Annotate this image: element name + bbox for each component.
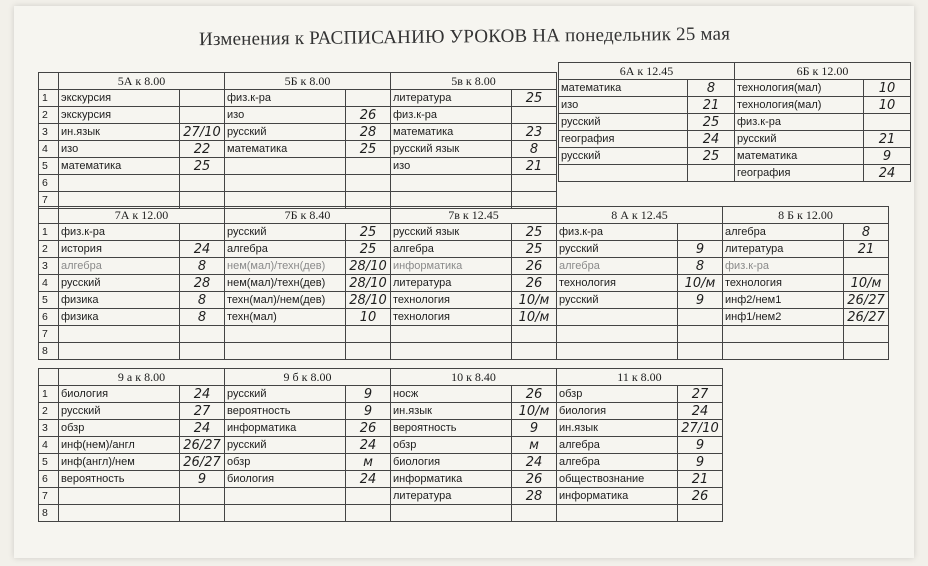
room-cell: 25	[512, 90, 557, 107]
lesson-number: 3	[39, 258, 59, 275]
lesson-number: 7	[39, 192, 59, 209]
table-row	[39, 258, 889, 275]
room-cell: 23	[512, 124, 557, 141]
subject-cell: алгебра	[557, 454, 678, 471]
subject-cell	[391, 175, 512, 192]
room-cell: 28	[512, 488, 557, 505]
subject-cell: экскурсия	[59, 90, 180, 107]
room-cell: 24	[864, 165, 911, 182]
room-cell	[688, 165, 735, 182]
table-row	[39, 90, 557, 107]
subject-cell: литература	[391, 90, 512, 107]
subject-cell: алгебра	[59, 258, 180, 275]
subject-cell: нем(мал)/техн(дев)	[225, 275, 346, 292]
class-header: 6А к 12.45	[559, 63, 735, 80]
subject-cell: обзр	[391, 437, 512, 454]
room-cell: 27	[180, 403, 225, 420]
room-cell: 24	[180, 420, 225, 437]
subject-cell: русский	[557, 292, 678, 309]
room-cell: 25	[180, 158, 225, 175]
class-header: 7Б к 8.40	[225, 207, 391, 224]
room-cell: 26	[346, 420, 391, 437]
subject-cell: информатика	[391, 258, 512, 275]
subject-cell	[723, 343, 844, 360]
subject-cell: математика	[735, 148, 864, 165]
room-cell	[180, 175, 225, 192]
subject-cell: математика	[225, 141, 346, 158]
room-cell: 10	[864, 80, 911, 97]
subject-cell	[391, 343, 512, 360]
table-row	[39, 175, 557, 192]
subject-cell	[391, 505, 512, 522]
table-row	[39, 488, 723, 505]
table-row	[559, 165, 911, 182]
room-cell: 26	[678, 488, 723, 505]
block-grade-9-11	[38, 368, 723, 522]
room-cell: 26	[512, 275, 557, 292]
room-cell: 28	[346, 124, 391, 141]
room-cell	[180, 488, 225, 505]
subject-cell: технология(мал)	[735, 80, 864, 97]
subject-cell	[391, 326, 512, 343]
room-cell: 27/10	[678, 420, 723, 437]
room-cell: 8	[844, 224, 889, 241]
lesson-number: 2	[39, 241, 59, 258]
table-row	[39, 437, 723, 454]
table-row	[39, 403, 723, 420]
room-cell	[346, 175, 391, 192]
room-cell: 24	[180, 386, 225, 403]
subject-cell	[557, 505, 678, 522]
subject-cell	[59, 505, 180, 522]
corner-cell	[39, 73, 59, 90]
subject-cell: инф(англ)/нем	[59, 454, 180, 471]
room-cell	[678, 309, 723, 326]
subject-cell: алгебра	[391, 241, 512, 258]
room-cell: 24	[512, 454, 557, 471]
lesson-number: 2	[39, 107, 59, 124]
lesson-number: 3	[39, 124, 59, 141]
subject-cell: русский	[557, 241, 678, 258]
table-row	[39, 471, 723, 488]
room-cell: м	[346, 454, 391, 471]
room-cell: 26	[512, 386, 557, 403]
subject-cell	[59, 343, 180, 360]
lesson-number: 5	[39, 292, 59, 309]
subject-cell: физика	[59, 309, 180, 326]
lesson-number: 6	[39, 309, 59, 326]
subject-cell: вероятность	[225, 403, 346, 420]
table-row	[39, 505, 723, 522]
class-header-row	[39, 207, 889, 224]
room-cell	[844, 258, 889, 275]
room-cell	[180, 505, 225, 522]
room-cell: 8	[180, 309, 225, 326]
room-cell	[346, 90, 391, 107]
subject-cell: инф2/нем1	[723, 292, 844, 309]
subject-cell: обзр	[59, 420, 180, 437]
room-cell	[512, 505, 557, 522]
subject-cell: физ.к-ра	[735, 114, 864, 131]
room-cell: 10/м	[678, 275, 723, 292]
subject-cell: русский	[225, 124, 346, 141]
table-row	[39, 292, 889, 309]
room-cell: 28/10	[346, 275, 391, 292]
room-cell	[512, 326, 557, 343]
room-cell: 25	[688, 114, 735, 131]
lesson-number: 6	[39, 471, 59, 488]
room-cell	[864, 114, 911, 131]
subject-cell	[225, 158, 346, 175]
lesson-number: 1	[39, 90, 59, 107]
subject-cell: физ.к-ра	[391, 107, 512, 124]
room-cell: 25	[346, 241, 391, 258]
block-grade-5	[38, 72, 557, 209]
table-row	[39, 158, 557, 175]
lesson-number: 7	[39, 488, 59, 505]
subject-cell: технология	[391, 309, 512, 326]
table-row	[39, 141, 557, 158]
table-row	[559, 131, 911, 148]
class-header: 5А к 8.00	[59, 73, 225, 90]
subject-cell: изо	[225, 107, 346, 124]
table-row	[39, 107, 557, 124]
lesson-number: 8	[39, 505, 59, 522]
subject-cell: вероятность	[391, 420, 512, 437]
subject-cell: информатика	[225, 420, 346, 437]
room-cell: 25	[512, 224, 557, 241]
class-header-row	[559, 63, 911, 80]
block-grade-6	[558, 62, 911, 182]
subject-cell: алгебра	[557, 258, 678, 275]
lesson-number: 4	[39, 275, 59, 292]
lesson-number: 2	[39, 403, 59, 420]
subject-cell	[723, 326, 844, 343]
room-cell: 25	[512, 241, 557, 258]
room-cell: 9	[346, 403, 391, 420]
room-cell: 9	[678, 292, 723, 309]
room-cell	[678, 326, 723, 343]
room-cell	[346, 505, 391, 522]
room-cell: 21	[864, 131, 911, 148]
room-cell: 9	[678, 437, 723, 454]
room-cell: 24	[678, 403, 723, 420]
subject-cell: география	[735, 165, 864, 182]
class-header: 5в к 8.00	[391, 73, 557, 90]
subject-cell: русский	[225, 386, 346, 403]
subject-cell: биология	[59, 386, 180, 403]
room-cell	[512, 343, 557, 360]
table-row	[39, 124, 557, 141]
page-title: Изменения к РАСПИСАНИЮ УРОКОВ НА понедельник 25 мая	[198, 23, 731, 51]
subject-cell: изо	[559, 97, 688, 114]
table-row	[39, 326, 889, 343]
lesson-number: 8	[39, 343, 59, 360]
subject-cell: ин.язык	[391, 403, 512, 420]
table-row	[39, 420, 723, 437]
table-row	[559, 80, 911, 97]
subject-cell: биология	[225, 471, 346, 488]
table-row	[39, 275, 889, 292]
subject-cell: обществознание	[557, 471, 678, 488]
class-header: 11 к 8.00	[557, 369, 723, 386]
subject-cell: технология(мал)	[735, 97, 864, 114]
table-row	[559, 97, 911, 114]
subject-cell	[225, 488, 346, 505]
room-cell: 28	[180, 275, 225, 292]
room-cell: 25	[688, 148, 735, 165]
room-cell	[678, 343, 723, 360]
room-cell: м	[512, 437, 557, 454]
room-cell: 26	[512, 258, 557, 275]
class-header: 7А к 12.00	[59, 207, 225, 224]
room-cell: 26/27	[844, 309, 889, 326]
subject-cell: технология	[723, 275, 844, 292]
class-header-row	[39, 369, 723, 386]
room-cell	[678, 505, 723, 522]
room-cell: 28/10	[346, 292, 391, 309]
subject-cell: русский	[559, 148, 688, 165]
subject-cell: обзр	[225, 454, 346, 471]
room-cell: 27/10	[180, 124, 225, 141]
class-header: 8 А к 12.45	[557, 207, 723, 224]
subject-cell: изо	[391, 158, 512, 175]
subject-cell	[557, 343, 678, 360]
subject-cell: техн(мал)	[225, 309, 346, 326]
corner-cell	[39, 207, 59, 224]
subject-cell: алгебра	[723, 224, 844, 241]
room-cell	[180, 90, 225, 107]
schedule-table-grade-6	[558, 62, 911, 182]
subject-cell	[225, 505, 346, 522]
room-cell: 25	[346, 141, 391, 158]
subject-cell	[59, 326, 180, 343]
subject-cell: ин.язык	[557, 420, 678, 437]
class-header: 10 к 8.40	[391, 369, 557, 386]
room-cell	[678, 224, 723, 241]
subject-cell: ин.язык	[59, 124, 180, 141]
room-cell: 10/м	[844, 275, 889, 292]
subject-cell: физика	[59, 292, 180, 309]
room-cell: 8	[512, 141, 557, 158]
subject-cell: математика	[59, 158, 180, 175]
class-header: 7в к 12.45	[391, 207, 557, 224]
class-header: 5Б к 8.00	[225, 73, 391, 90]
subject-cell	[225, 175, 346, 192]
subject-cell	[225, 343, 346, 360]
room-cell: 28/10	[346, 258, 391, 275]
room-cell: 24	[346, 471, 391, 488]
room-cell: 25	[346, 224, 391, 241]
room-cell: 8	[678, 258, 723, 275]
lesson-number: 3	[39, 420, 59, 437]
subject-cell: информатика	[557, 488, 678, 505]
subject-cell: инф(нем)/англ	[59, 437, 180, 454]
subject-cell: русский язык	[391, 224, 512, 241]
room-cell: 9	[678, 241, 723, 258]
room-cell	[180, 107, 225, 124]
lesson-number: 7	[39, 326, 59, 343]
subject-cell: математика	[391, 124, 512, 141]
table-row	[39, 224, 889, 241]
room-cell: 21	[678, 471, 723, 488]
room-cell: 10/м	[512, 292, 557, 309]
room-cell: 26/27	[844, 292, 889, 309]
subject-cell	[557, 326, 678, 343]
room-cell	[512, 175, 557, 192]
class-header: 6Б к 12.00	[735, 63, 911, 80]
subject-cell	[59, 175, 180, 192]
subject-cell: литература	[391, 275, 512, 292]
corner-cell	[39, 369, 59, 386]
subject-cell: русский язык	[391, 141, 512, 158]
room-cell	[512, 107, 557, 124]
lesson-number: 4	[39, 141, 59, 158]
table-row	[39, 241, 889, 258]
room-cell: 10/м	[512, 309, 557, 326]
subject-cell: экскурсия	[59, 107, 180, 124]
subject-cell: математика	[559, 80, 688, 97]
room-cell	[346, 488, 391, 505]
schedule-sheet	[14, 6, 914, 558]
room-cell: 9	[346, 386, 391, 403]
lesson-number: 1	[39, 224, 59, 241]
room-cell: 8	[180, 292, 225, 309]
subject-cell: физ.к-ра	[557, 224, 678, 241]
room-cell: 26/27	[180, 437, 225, 454]
room-cell: 26	[512, 471, 557, 488]
subject-cell: литература	[723, 241, 844, 258]
subject-cell: нем(мал)/техн(дев)	[225, 258, 346, 275]
lesson-number: 5	[39, 454, 59, 471]
class-header-row	[39, 73, 557, 90]
schedule-table-grade-7-8	[38, 206, 889, 360]
schedule-table-grade-9-11	[38, 368, 723, 522]
room-cell	[844, 343, 889, 360]
room-cell: 21	[844, 241, 889, 258]
subject-cell: русский	[59, 403, 180, 420]
subject-cell: алгебра	[557, 437, 678, 454]
class-header: 8 Б к 12.00	[723, 207, 889, 224]
room-cell: 10/м	[512, 403, 557, 420]
class-header: 9 а к 8.00	[59, 369, 225, 386]
subject-cell: технология	[391, 292, 512, 309]
table-row	[39, 386, 723, 403]
subject-cell: русский	[559, 114, 688, 131]
room-cell	[180, 224, 225, 241]
subject-cell: техн(мал)/нем(дев)	[225, 292, 346, 309]
room-cell: 24	[688, 131, 735, 148]
lesson-number: 1	[39, 386, 59, 403]
subject-cell: изо	[59, 141, 180, 158]
room-cell: 26	[346, 107, 391, 124]
subject-cell: физ.к-ра	[723, 258, 844, 275]
table-row	[39, 343, 889, 360]
room-cell: 9	[678, 454, 723, 471]
room-cell: 24	[180, 241, 225, 258]
table-row	[39, 309, 889, 326]
room-cell	[346, 158, 391, 175]
subject-cell: инф1/нем2	[723, 309, 844, 326]
room-cell: 27	[678, 386, 723, 403]
class-header: 9 б к 8.00	[225, 369, 391, 386]
lesson-number: 5	[39, 158, 59, 175]
subject-cell: география	[559, 131, 688, 148]
subject-cell: технология	[557, 275, 678, 292]
room-cell: 22	[180, 141, 225, 158]
table-row	[559, 148, 911, 165]
room-cell: 21	[688, 97, 735, 114]
subject-cell: история	[59, 241, 180, 258]
subject-cell: вероятность	[59, 471, 180, 488]
subject-cell	[59, 488, 180, 505]
room-cell: 21	[512, 158, 557, 175]
subject-cell: русский	[225, 437, 346, 454]
subject-cell: алгебра	[225, 241, 346, 258]
subject-cell: физ.к-ра	[225, 90, 346, 107]
subject-cell: русский	[59, 275, 180, 292]
room-cell	[346, 326, 391, 343]
room-cell: 9	[864, 148, 911, 165]
room-cell	[180, 326, 225, 343]
subject-cell: физ.к-ра	[59, 224, 180, 241]
subject-cell	[225, 326, 346, 343]
subject-cell: русский	[735, 131, 864, 148]
table-row	[559, 114, 911, 131]
room-cell: 9	[180, 471, 225, 488]
room-cell: 8	[688, 80, 735, 97]
subject-cell: носж	[391, 386, 512, 403]
schedule-table-grade-5	[38, 72, 557, 209]
subject-cell: биология	[557, 403, 678, 420]
room-cell: 26/27	[180, 454, 225, 471]
subject-cell: литература	[391, 488, 512, 505]
room-cell: 24	[346, 437, 391, 454]
subject-cell: информатика	[391, 471, 512, 488]
subject-cell	[559, 165, 688, 182]
room-cell	[844, 326, 889, 343]
subject-cell: обзр	[557, 386, 678, 403]
table-row	[39, 454, 723, 471]
room-cell	[180, 343, 225, 360]
room-cell: 10	[346, 309, 391, 326]
room-cell: 10	[864, 97, 911, 114]
room-cell	[346, 343, 391, 360]
room-cell: 9	[512, 420, 557, 437]
subject-cell	[557, 309, 678, 326]
block-grade-7-8	[38, 206, 889, 360]
lesson-number: 6	[39, 175, 59, 192]
subject-cell: русский	[225, 224, 346, 241]
room-cell: 8	[180, 258, 225, 275]
subject-cell: биология	[391, 454, 512, 471]
lesson-number: 4	[39, 437, 59, 454]
